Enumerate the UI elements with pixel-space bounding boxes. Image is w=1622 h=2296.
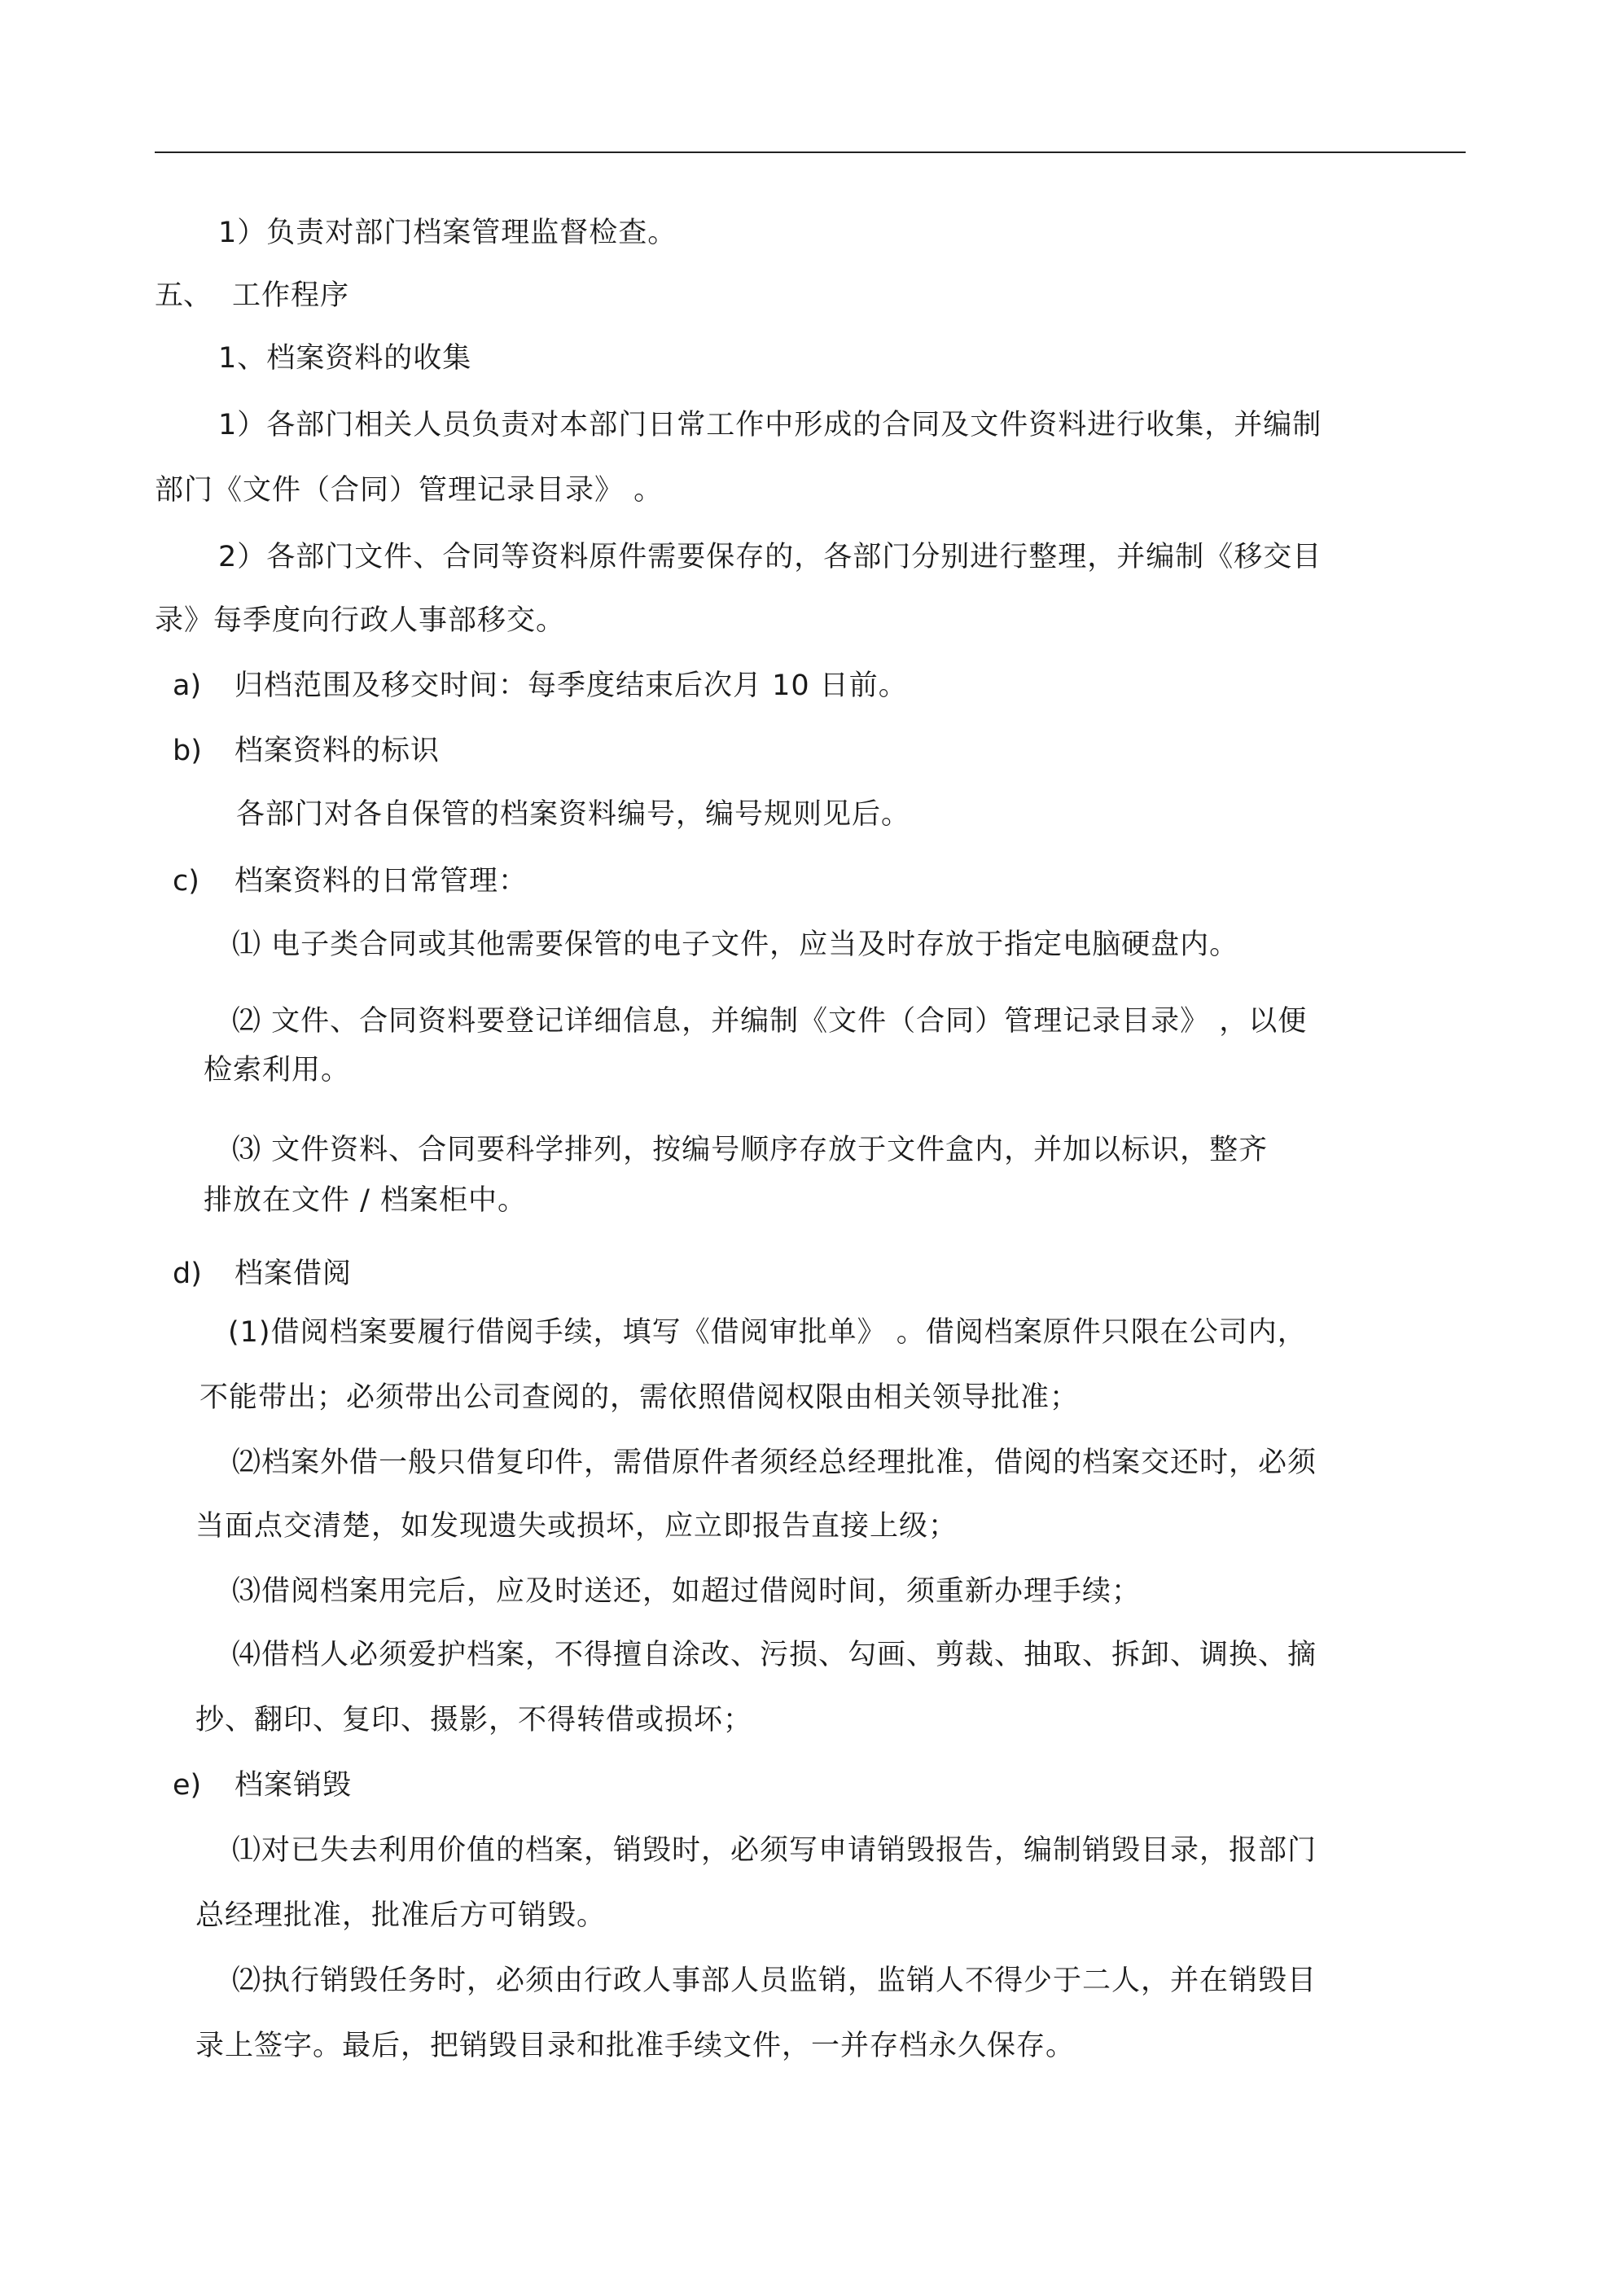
text-line: ⑴ 电子类合同或其他需要保管的电子文件，应当及时存放于指定电脑硬盘内。 [232, 928, 1239, 961]
text-line: ⑴对已失去利用价值的档案，销毁时，必须写申请销毁报告，编制销毁目录，报部门 [232, 1834, 1317, 1867]
item-marker: e) [173, 1769, 202, 1802]
text-line: 当面点交清楚，如发现遗失或损坏，应立即报告直接上级； [195, 1510, 958, 1543]
text-line: ⑷借档人必须爱护档案，不得擅自涂改、污损、勾画、剪裁、抽取、拆卸、调换、摘 [232, 1639, 1317, 1671]
text-line: 1）各部门相关人员负责对本部门日常工作中形成的合同及文件资料进行收集，并编制 [218, 409, 1322, 441]
text-line: 不能带出；必须带出公司查阅的，需依照借阅权限由相关领导批准； [199, 1381, 1080, 1414]
text-line: 1）负责对部门档案管理监督检查。 [218, 217, 677, 249]
text-line: 部门《文件（合同）管理记录目录》 。 [155, 474, 664, 507]
text-line: 各部门对各自保管的档案资料编号，编号规则见后。 [236, 798, 911, 831]
section-number: 五、 [155, 279, 213, 312]
text-line: 总经理批准，批准后方可销毁。 [195, 1899, 607, 1932]
text-line: ⑵执行销毁任务时，必须由行政人事部人员监销，监销人不得少于二人，并在销毁目 [232, 1965, 1317, 1997]
header-rule [155, 151, 1466, 153]
text-line: ⑶借阅档案用完后，应及时送还，如超过借阅时间，须重新办理手续； [232, 1575, 1142, 1608]
text-line: ⑵档案外借一般只借复印件，需借原件者须经总经理批准，借阅的档案交还时，必须 [232, 1447, 1317, 1479]
text-line: 录》每季度向行政人事部移交。 [155, 604, 566, 637]
item-heading: 档案借阅 [235, 1258, 353, 1290]
item-marker: d) [173, 1258, 202, 1290]
text-line: 检索利用。 [204, 1054, 351, 1087]
item-marker: a) [173, 669, 202, 702]
item-heading: 档案资料的日常管理： [235, 865, 528, 898]
item-heading: 档案销毁 [235, 1769, 353, 1802]
text-line: 归档范围及移交时间：每季度结束后次月 10 日前。 [235, 669, 908, 702]
text-line: 抄、翻印、复印、摄影，不得转借或损坏； [195, 1704, 753, 1736]
text-line: 2）各部门文件、合同等资料原件需要保存的，各部门分别进行整理，并编制《移交目 [218, 541, 1322, 573]
item-heading: 档案资料的标识 [235, 735, 441, 767]
item-marker: b) [173, 735, 202, 767]
item-marker: c) [173, 865, 199, 898]
text-line: (1)借阅档案要履行借阅手续，填写《借阅审批单》 。借阅档案原件只限在公司内， [228, 1316, 1307, 1349]
section-heading: 工作程序 [232, 279, 350, 312]
text-line: ⑵ 文件、合同资料要登记详细信息，并编制《文件（合同）管理记录目录》 ，以便 [232, 1005, 1308, 1038]
text-line: 排放在文件 / 档案柜中。 [204, 1184, 528, 1217]
text-line: ⑶ 文件资料、合同要科学排列，按编号顺序存放于文件盒内，并加以标识，整齐 [232, 1134, 1269, 1166]
subsection-heading: 1、档案资料的收集 [218, 342, 472, 375]
text-line: 录上签字。最后，把销毁目录和批准手续文件，一并存档永久保存。 [195, 2030, 1076, 2062]
